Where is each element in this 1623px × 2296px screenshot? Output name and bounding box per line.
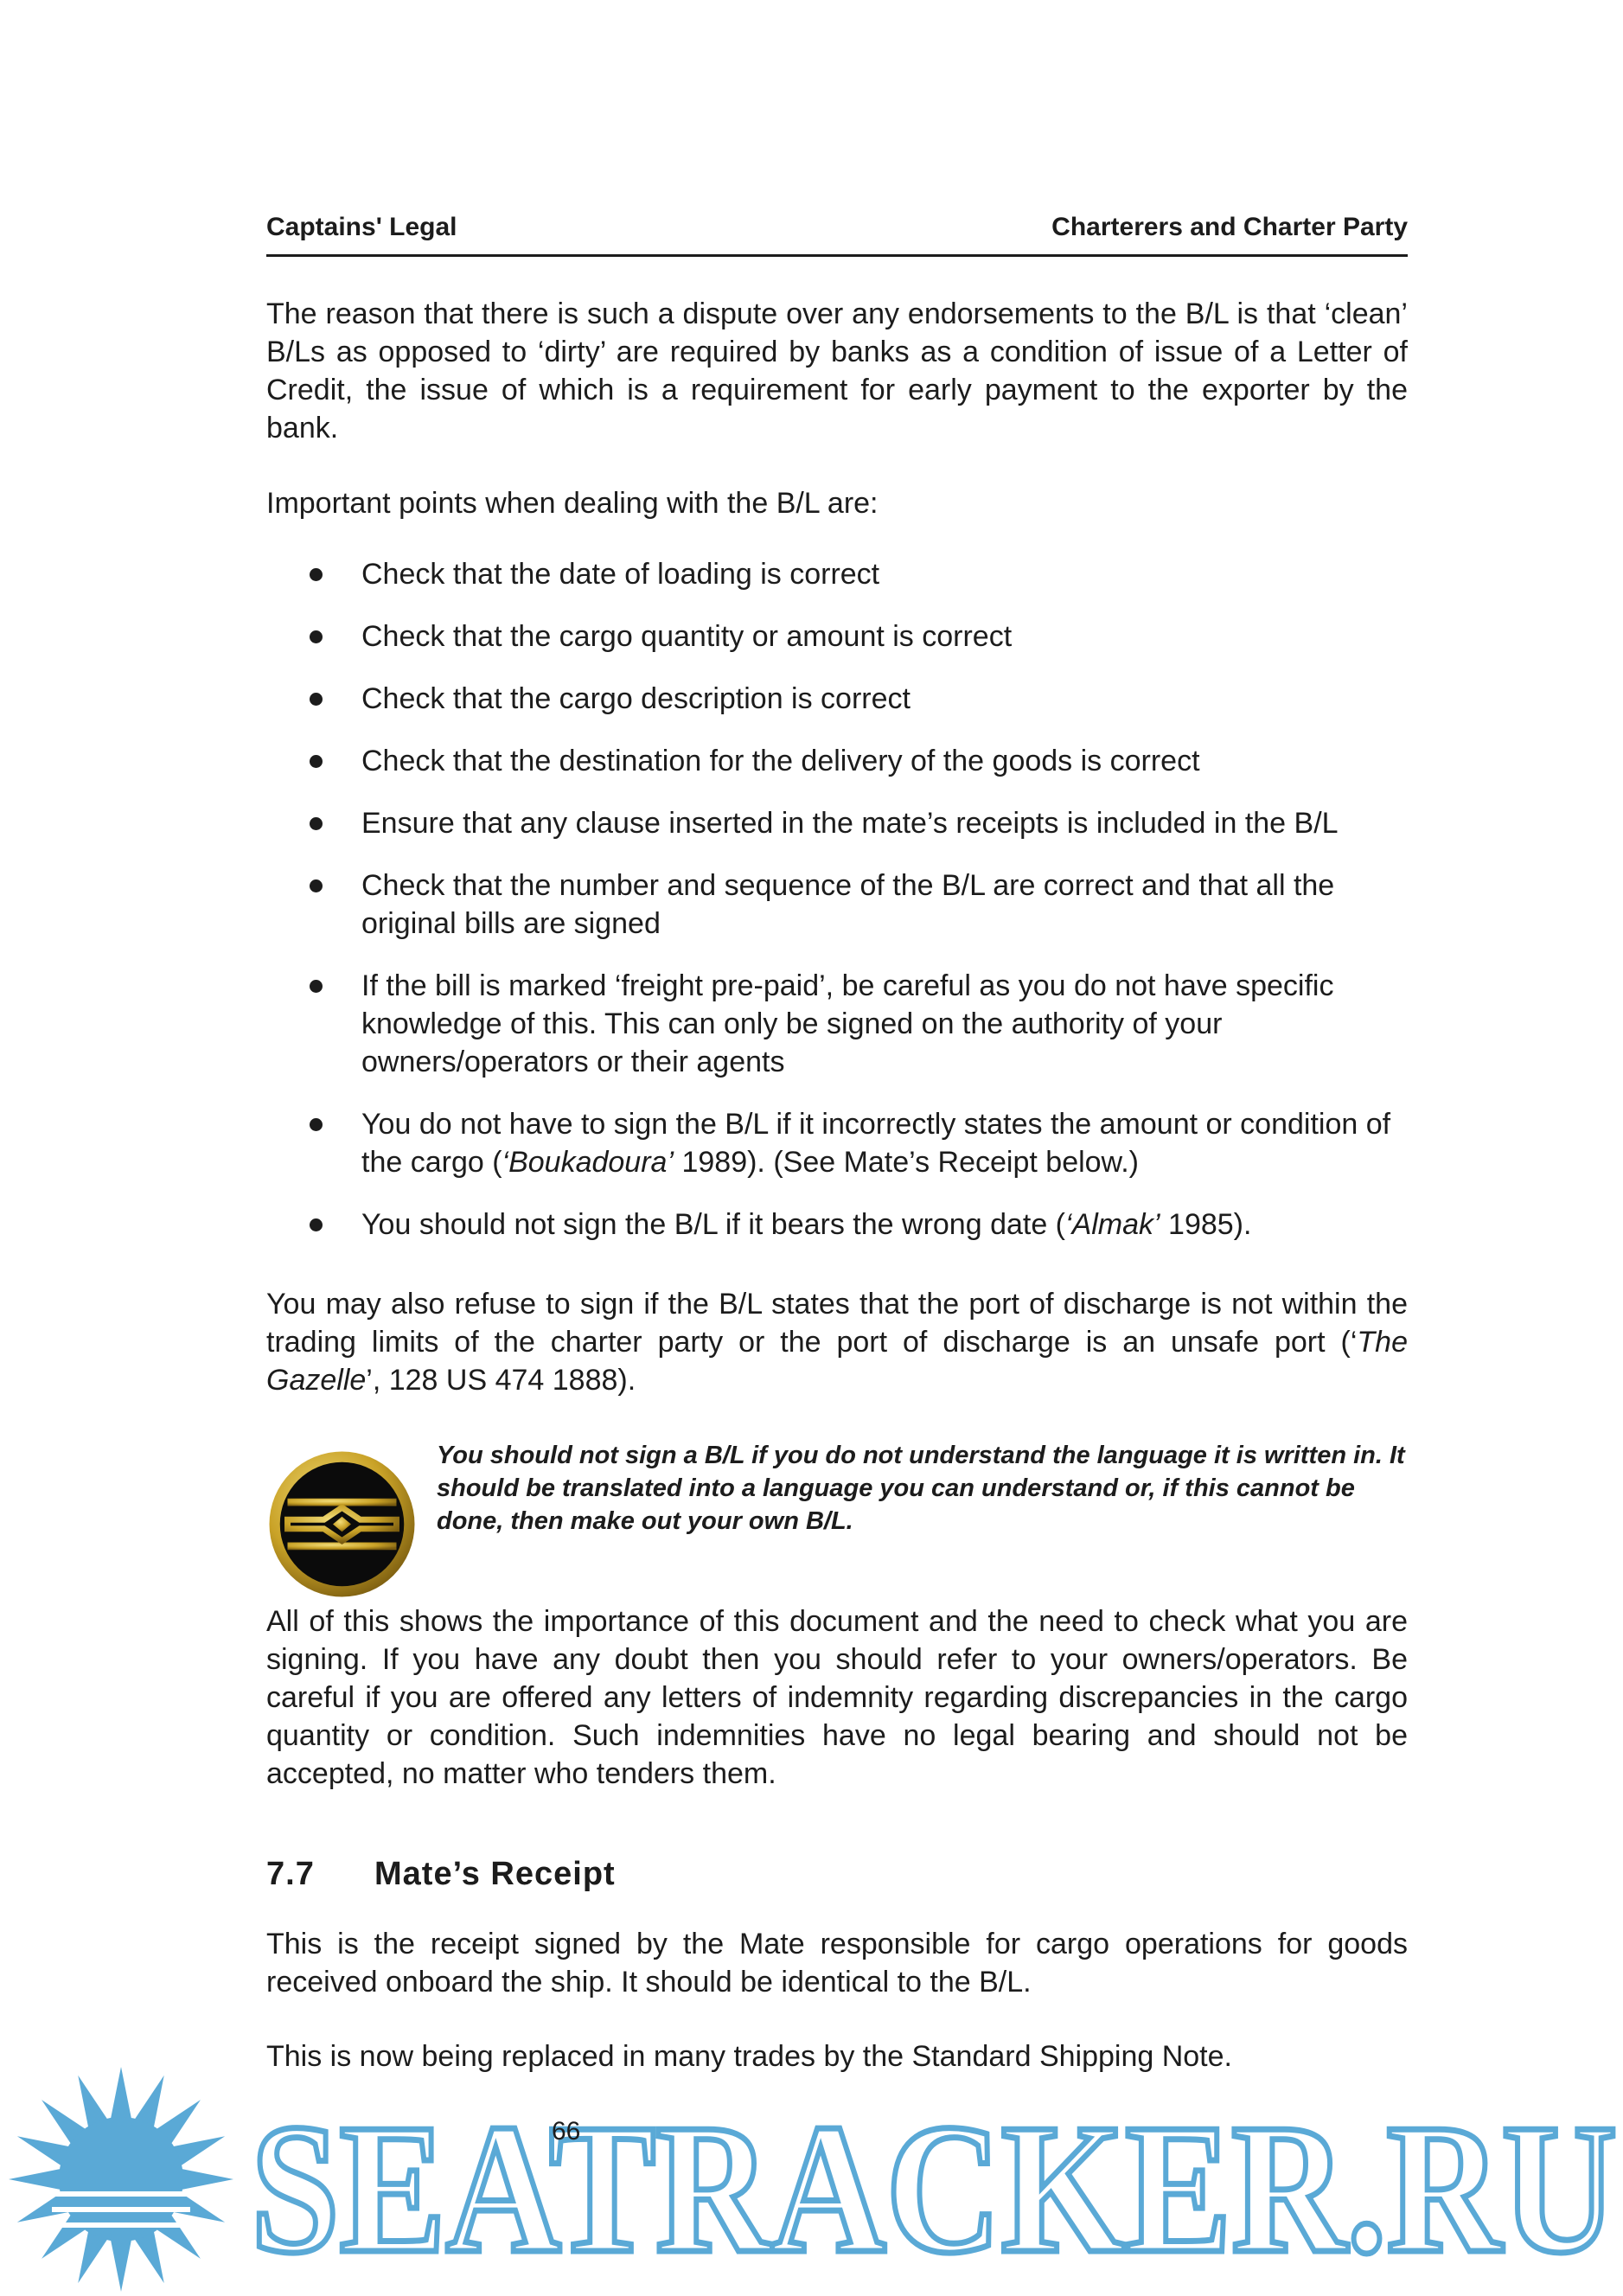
points-intro: Important points when dealing with the B/L are: <box>266 487 879 520</box>
bullet-icon <box>310 755 323 768</box>
refuse-paragraph: You may also refuse to sign if the B/L states that the port of discharge is not within the trading limits of the charter party or the port of discharge is an unsafe port (‘The Gazelle’, 128 US 474 1888). <box>266 1288 1408 1397</box>
case-name: The Gazelle <box>266 1326 1408 1397</box>
bullet-icon <box>310 1118 323 1131</box>
section-heading <box>266 1856 616 1893</box>
case-name: ‘Boukadoura’ <box>502 1146 674 1179</box>
list-item: Check that the cargo quantity or amount is correct <box>266 617 1408 656</box>
list-item: If the bill is marked ‘freight pre-paid’, be careful as you do not have specific knowledge of this. This can only be signed on the authority of your owners/operators or their agents <box>266 967 1408 1081</box>
header-chapter-title: Charterers and Charter Party <box>1051 213 1408 241</box>
bullet-icon <box>310 817 323 830</box>
case-name: ‘Almak’ <box>1065 1208 1160 1241</box>
bullet-list <box>266 555 1408 1268</box>
list-item: Check that the number and sequence of the B/L are correct and that all the original bills are signed <box>266 867 1408 943</box>
warning-emblem-icon <box>266 1449 418 1600</box>
document-page <box>266 0 1408 2296</box>
list-item: Check that the date of loading is correct <box>266 555 1408 593</box>
list-item-almak: You should not sign the B/L if it bears the wrong date (‘Almak’ 1985). <box>266 1206 1408 1244</box>
list-item-boukadoura: You do not have to sign the B/L if it incorrectly states the amount or condition of the cargo (‘Boukadoura’ 1989). (See Mate’s Receipt below.) <box>266 1105 1408 1181</box>
receipt-paragraph: This is the receipt signed by the Mate responsible for cargo operations for goods received onboard the ship. It should be identical to the B/L. <box>266 1928 1408 1999</box>
replaced-paragraph: This is now being replaced in many trades by the Standard Shipping Note. <box>266 2040 1232 2073</box>
list-item: Check that the cargo description is correct <box>266 680 1408 718</box>
bullet-icon <box>310 630 323 643</box>
warning-note: You should not sign a B/L if you do not understand the language it is written in. It should be translated into a language you can understand or, if this cannot be done, then make out your own B/L. <box>437 1442 1405 1535</box>
bullet-icon <box>310 693 323 706</box>
bullet-icon <box>310 980 323 993</box>
running-header <box>266 213 1408 257</box>
list-item: Check that the destination for the delivery of the goods is correct <box>266 742 1408 780</box>
header-book-title: Captains' Legal <box>266 213 457 241</box>
section-title: Mate’s Receipt <box>374 1856 616 1892</box>
watermark-text: SEATRACKER.RU <box>251 2085 1617 2292</box>
importance-paragraph: All of this shows the importance of this document and the need to check what you are signing. If you have any doubt then you should refer to your owners/operators. Be careful if you are offered any letters of indemnity regarding discrepancies in the cargo quantity or condition. Such indemnities have no legal bearing and should not be accepted, no matter who tenders them. <box>266 1605 1408 1790</box>
section-number: 7.7 <box>266 1856 315 1892</box>
bullet-icon <box>310 568 323 581</box>
sun-logo-icon <box>9 2067 233 2292</box>
bullet-icon <box>310 1218 323 1231</box>
intro-paragraph: The reason that there is such a dispute over any endorsements to the B/L is that ‘clean’ B/Ls as opposed to ‘dirty’ are required by banks as a condition of issue of a Letter of Credit, the issue of which is a requirement for early payment to the exporter by the bank. <box>266 297 1408 444</box>
bullet-icon <box>310 879 323 892</box>
page-number: 66 <box>552 2117 581 2146</box>
seatracker-watermark <box>0 2063 1623 2296</box>
list-item: Ensure that any clause inserted in the mate’s receipts is included in the B/L <box>266 804 1408 842</box>
